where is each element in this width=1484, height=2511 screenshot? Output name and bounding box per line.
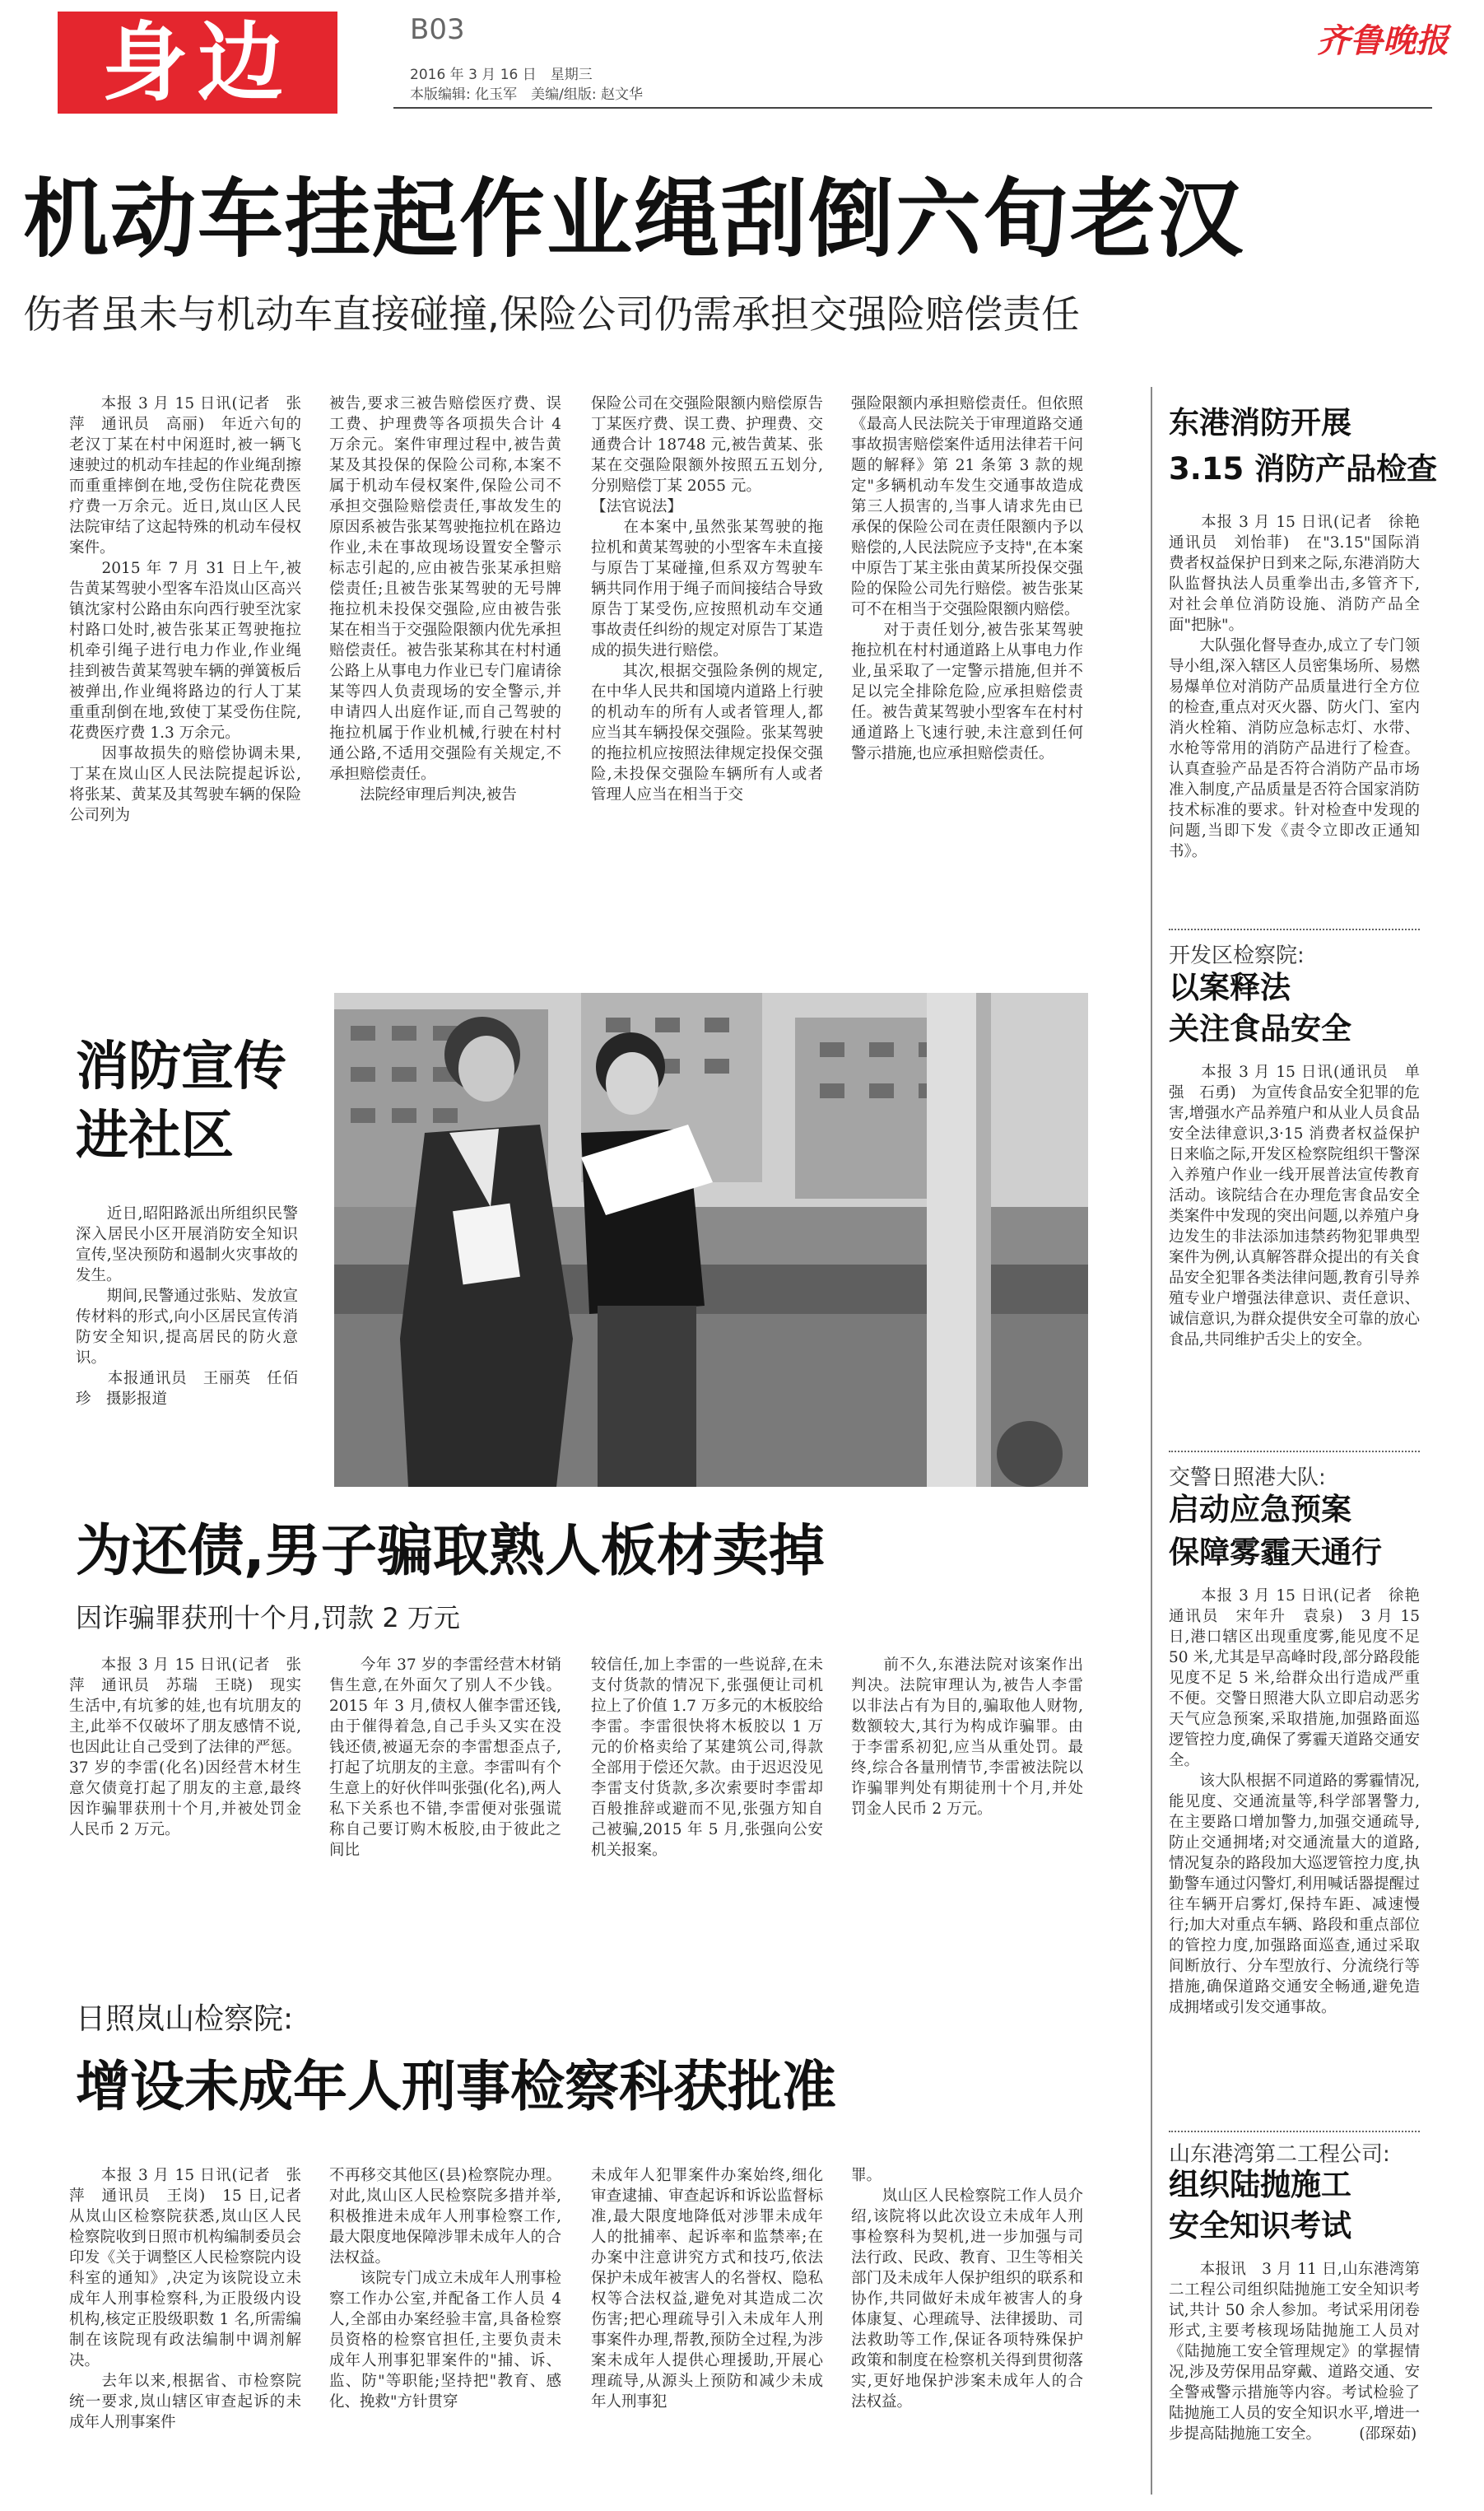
editors-line: 本版编辑: 化玉军 美编/组版: 赵文华 bbox=[410, 86, 643, 103]
sidebar-a3-kicker: 交警日照港大队: bbox=[1169, 1465, 1326, 1490]
debt-subhead: 因诈骗罪获刑十个月,罚款 2 万元 bbox=[76, 1602, 460, 1633]
sidebar-a2-kicker: 开发区检察院: bbox=[1169, 943, 1305, 968]
sidebar-a4-title-1: 组织陆抛施工 bbox=[1169, 2167, 1351, 2202]
sidebar-a4-title-2: 安全知识考试 bbox=[1169, 2208, 1351, 2243]
lead-col-2: 被告,要求三被告赔偿医疗费、误工费、护理费等各项损失合计 4 万余元。案件审理过程中,被告黄某及其投保的保险公司称,本案不属于机动车侵权案件,保险公司不承担交强险赔偿责任,事故发生的原因系被告张某驾驶拖拉机在路边作业,未在事故现场设置安全警示标志引起的,应由被告张某承担赔偿责任;且被告张某驾驶的无号牌拖拉机未投保交强险,应由被告张某在相当于交强险限额内优先承担赔偿责任。被告张某称其在村村通公路上从事电力作业已专门雇请徐某等四人负责现场的安全警示,并申请四人出庭作证,而自己驾驶的拖拉机属于作业机械,行驶在村村通公路,不适用交强险有关规定,不承担赔偿责任。 法院经审理后判决,被告 bbox=[329, 395, 561, 804]
juvenile-col-4: 罪。 岚山区人民检察院工作人员介绍,该院将以此次设立未成年人刑事检察科为契机,进一步加强与司法行政、民政、教育、卫生等相关部门及未成年人保护组织的联系和协作,共同做好未成年被害人的身体康复、心理疏导、法律援助、司法救助等工作,保证各项特殊保护政策和制度在检察机关得到贯彻落实,更好地保护涉案未成年人的合法权益。 bbox=[851, 2167, 1083, 2411]
sidebar-a1-body: 本报 3 月 15 日讯(记者 徐艳 通讯员 刘怡菲) 在"3.15"国际消费者权益保护日到来之际,东港消防大队监督执法人员重拳出击,多管齐下,对社会单位消防设施、消防产品全面"把脉"。 大队强化督导查办,成立了专门领导小组,深入辖区人员密集场所、易燃易爆单位对消防产品质量进行全方位的检查,重点对灭火器、防火门、室内消火栓箱、消防应急标志灯、水带、水枪等常用的消防产品进行了检查。认真查验产品是否符合消防产品市场准入制度,产品质量是否符合国家消防技术标准的要求。针对检查中发现的问题,当即下发《责令立即改正通知书》。 bbox=[1169, 514, 1420, 860]
sidebar-separator bbox=[1151, 387, 1152, 2495]
lead-headline: 机动车挂起作业绳刮倒六旬老汉 bbox=[23, 169, 1245, 269]
sidebar-a2-title-1: 以案释法 bbox=[1169, 970, 1291, 1005]
sidebar-divider-2 bbox=[1169, 1451, 1420, 1452]
paper-name: 齐鲁晚报 bbox=[1317, 21, 1449, 60]
section-logo bbox=[58, 12, 337, 114]
sidebar-a3-title-2: 保障雾霾天通行 bbox=[1169, 1535, 1382, 1570]
date-line: 2016 年 3 月 16 日 星期三 bbox=[410, 67, 593, 83]
section-logo-text: 身边 bbox=[101, 12, 293, 113]
fire-title-2: 进社区 bbox=[76, 1106, 234, 1167]
lead-col-3: 保险公司在交强险限额内赔偿原告丁某医疗费、误工费、护理费、交通费合计 18748 元,被告黄某、张某在交强险限额外按照五五划分,分别赔偿丁某 2055 元。 【法官说法】 在本案中,虽然张某驾驶的拖拉机和黄某驾驶的小型客车未直接与原告丁某碰撞,但系双方驾驶车辆共同作用于绳子而间接结合导致原告丁某受伤,应按照机动车交通事故责任纠纷的规定对原告丁某造成的损失进行赔偿。 其次,根据交强险条例的规定,在中华人民共和国境内道路上行驶的机动车的所有人或者管理人,都应当其车辆投保交强险。张某驾驶的拖拉机应按照法律规定投保交强险,未投保交强险车辆所有人或者管理人应当在相当于交 bbox=[591, 395, 823, 804]
lead-col-4: 强险限额内承担赔偿责任。但依照《最高人民法院关于审理道路交通事故损害赔偿案件适用法律若干问题的解释》第 21 条第 3 款的规定"多辆机动车发生交通事故造成第三人损害的,当事人请求先由已承保的保险公司在责任限额内予以赔偿的,人民法院应予支持",在本案中原告丁某主张由黄某所投保交强险的保险公司先行赔偿。被告张某可不在相当于交强险限额内赔偿。 对于责任划分,被告张某驾驶拖拉机在村村通道路上从事电力作业,虽采取了一定警示措施,但并不足以完全排除危险,应承担赔偿责任。被告黄某驾驶小型客车在村村通道路上飞速行驶,未注意到任何警示措施,也应承担赔偿责任。 bbox=[851, 395, 1083, 762]
sidebar-a3-body: 本报 3 月 15 日讯(记者 徐艳 通讯员 宋年升 袁泉) 3 月 15 日,港口辖区出现重度雾,能见度不足 50 米,尤其是早高峰时段,部分路段能见度不足 5 米,给群众出行造成严重不便。交警日照港大队立即启动恶劣天气应急预案,采取措施,加强路面巡逻管控力度,确保了雾霾天道路交通安全。 该大队根据不同道路的雾霾情况,能见度、交通流量等,科学部署警力,在主要路口增加警力,加强交通疏导,防止交通拥堵;对交通流量大的道路,情况复杂的路段加大巡逻管控力度,执勤警车通过闪警灯,利用喊话器提醒过往车辆开启雾灯,保持车距、减速慢行;加大对重点车辆、路段和重点部位的管控力度,加强路面巡查,通过采取间断放行、分车型放行、分流绕行等措施,确保道路交通安全畅通,避免造成拥堵或引发交通事故。 bbox=[1169, 1587, 1420, 2016]
juvenile-kicker: 日照岚山检察院: bbox=[76, 2002, 294, 2036]
juvenile-col-3: 未成年人犯罪案件办案始终,细化审查逮捕、审查起诉和诉讼监督标准,最大限度地降低对涉罪未成年人的批捕率、起诉率和监禁率;在办案中注意讲究方式和技巧,依法保护未成年被害人的名誉权、隐私权等合法权益,避免对其造成二次伤害;把心理疏导引入未成年人刑事案件办理,帮教,预防全过程,为涉案未成年人提供心理援助,开展心理疏导,从源头上预防和减少未成年人刑事犯 bbox=[591, 2167, 823, 2411]
sidebar-a4-body: 本报讯 3 月 11 日,山东港湾第二工程公司组织陆抛施工安全知识考试,共计 50 余人参加。考试采用闭卷形式,主要考核现场陆抛施工人员对《陆抛施工安全管理规定》的掌握情况,涉及劳保用品穿戴、道路交通、安全警戒警示措施等内容。考试检验了陆抛施工人员的安全知识水平,增进一步提高陆抛施工安全。 (邵琛茹) bbox=[1169, 2261, 1420, 2443]
debt-col-3: 较信任,加上李雷的一些说辞,在未支付货款的情况下,张强便让司机拉上了价值 1.7 万多元的木板胶给李雷。李雷很快将木板胶以 1 万元的价格卖给了某建筑公司,得款全部用于偿还欠款。由于迟迟没见李雷支付货款,多次索要时李雷却百般推辞或避而不见,张强方知自己被骗,2015 年 5 月,张强向公安机关报案。 bbox=[591, 1656, 823, 1859]
sidebar-a2-body: 本报 3 月 15 日讯(通讯员 单强 石勇) 为宣传食品安全犯罪的危害,增强水产品养殖户和从业人员食品安全法律意识,3·15 消费者权益保护日来临之际,开发区检察院组织干警深入养殖户作业一线开展普法宣传教育活动。该院结合在办理危害食品安全类案件中发现的突出问题,以养殖户身边发生的非法添加违禁药物犯罪典型案件为例,认真解答群众提出的有关食品安全犯罪各类法律问题,教育引导养殖专业户增强法律意识、责任意识、诚信意识,为群众提供安全可靠的放心食品,共同维护舌尖上的安全。 bbox=[1169, 1064, 1420, 1349]
sidebar-divider-1 bbox=[1169, 929, 1420, 930]
sidebar-a1-title-1: 东港消防开展 bbox=[1169, 405, 1351, 440]
debt-col-4: 前不久,东港法院对该案作出判决。法院审理认为,被告人李雷以非法占有为目的,骗取他人财物,数额较大,其行为构成诈骗罪。由于李雷系初犯,应当从重处罚。最终,综合各量刑情节,李雷被法院以诈骗罪判处有期徒刑十个月,并处罚金人民币 2 万元。 bbox=[851, 1656, 1083, 1818]
community-photo bbox=[334, 993, 1088, 1487]
juvenile-col-2: 不再移交其他区(县)检察院办理。对此,岚山区人民检察院多措并举,积极推进未成年人刑事检察工作,最大限度地保障涉罪未成年人的合法权益。 该院专门成立未成年人刑事检察工作办公室,并配备工作人员 4 人,全部由办案经验丰富,具备检察员资格的检察官担任,主要负责未成年人刑事犯罪案件的"捕、诉、监、防"等职能;坚持把"教育、感化、挽救"方针贯穿 bbox=[329, 2167, 561, 2411]
sidebar-divider-3 bbox=[1169, 2131, 1420, 2132]
debt-col-2: 今年 37 岁的李雷经营木材销售生意,在外面欠了别人不少钱。2015 年 3 月,债权人催李雷还钱,由于催得着急,自己手头又实在没钱还债,被逼无奈的李雷想歪点子,打起了坑朋友的主意。李雷叫有个生意上的好伙伴叫张强(化名),两人私下关系也不错,李雷便对张强谎称自己要订购木板胶,由于彼此之间比 bbox=[329, 1656, 561, 1859]
debt-headline: 为还债,男子骗取熟人板材卖掉 bbox=[76, 1519, 825, 1584]
debt-col-1: 本报 3 月 15 日讯(记者 张萍 通讯员 苏瑞 王晓) 现实生活中,有坑爹的娃,也有坑朋友的主,此举不仅破坏了朋友感情不说,也因此让自己受到了法律的严惩。37 岁的李雷(化名)因经营木材生意欠债竟打起了朋友的主意,最终因诈骗罪获刑十个月,并被处罚金人民币 2 万元。 bbox=[69, 1656, 301, 1838]
juvenile-headline: 增设未成年人刑事检察科获批准 bbox=[76, 2055, 836, 2118]
masthead-rule bbox=[393, 107, 1432, 109]
sidebar-a2-title-2: 关注食品安全 bbox=[1169, 1011, 1351, 1046]
juvenile-col-1: 本报 3 月 15 日讯(记者 张萍 通讯员 王岗) 15 日,记者从岚山区检察院获悉,岚山区人民检察院收到日照市机构编制委员会印发《关于调整区人民检察院内设科室的通知》,决定为该院设立未成年人刑事检察科,为正股级内设机构,核定正股级职数 1 名,所需编制在该院现有政法编制中调剂解决。 去年以来,根据省、市检察院统一要求,岚山辖区审查起诉的未成年人刑事案件 bbox=[69, 2167, 301, 2431]
lead-col-1: 本报 3 月 15 日讯(记者 张萍 通讯员 高丽) 年近六旬的老汉丁某在村中闲逛时,被一辆飞速驶过的机动车挂起的作业绳刮擦而重重摔倒在地,受伤住院花费医疗费一万余元。近日,岚山区人民法院审结了这起特殊的机动车侵权案件。 2015 年 7 月 31 日上午,被告黄某驾驶小型客车沿岚山区高兴镇沈家村公路由东向西行驶至沈家村路口处时,被告张某正驾驶拖拉机牵引绳子进行电力作业,作业绳挂到被告黄某驾驶车辆的弹簧板后被弹出,作业绳将路边的行人丁某重重刮倒在地,致使丁某受伤住院,花费医疗费 1.3 万余元。 因事故损失的赔偿协调未果,丁某在岚山区人民法院提起诉讼,将张某、黄某及其驾驶车辆的保险公司列为 bbox=[69, 395, 301, 824]
fire-body: 近日,昭阳路派出所组织民警深入居民小区开展消防安全知识宣传,坚决预防和遏制火灾事故的发生。 期间,民警通过张贴、发放宣传材料的形式,向小区居民宣传消防安全知识,提高居民的防火意识。 本报通讯员 王丽英 任佰珍 摄影报道 bbox=[76, 1205, 298, 1408]
community-photo-image bbox=[334, 993, 1088, 1487]
sidebar-a1-title-2: 3.15 消防产品检查 bbox=[1169, 451, 1438, 487]
sidebar-a3-title-1: 启动应急预案 bbox=[1169, 1492, 1351, 1527]
fire-title-1: 消防宣传 bbox=[76, 1037, 286, 1097]
sidebar-a4-kicker: 山东港湾第二工程公司: bbox=[1169, 2142, 1390, 2167]
page-code: B03 bbox=[410, 13, 465, 46]
lead-subhead: 伤者虽未与机动车直接碰撞,保险公司仍需承担交强险赔偿责任 bbox=[23, 292, 1080, 338]
